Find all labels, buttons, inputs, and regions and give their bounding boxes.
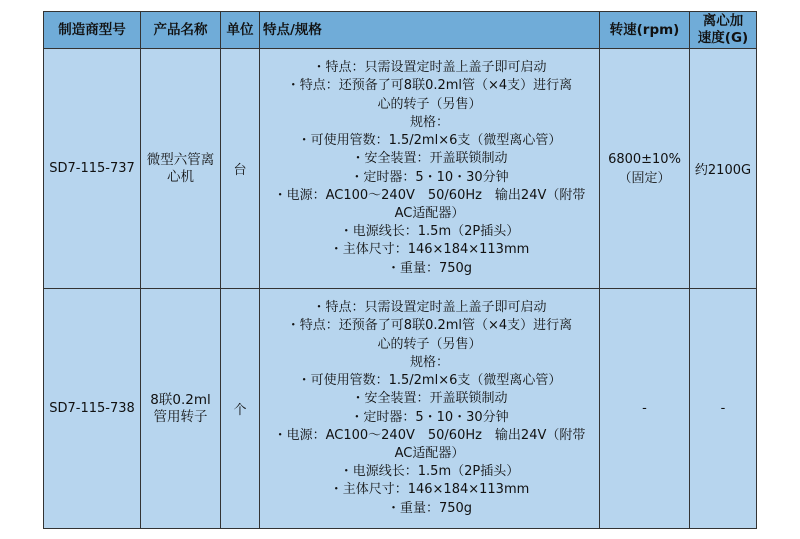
cell-name-line1: 8联0.2ml (150, 391, 211, 408)
header-accel-line1: 离心加 (702, 13, 744, 29)
cell-speed-line2: （固定） (618, 170, 671, 186)
feature-line: ・电源：AC100～240V 50/60Hz 输出24V（附带 (273, 187, 586, 203)
feature-line: 心的转子（另售） (377, 336, 482, 352)
table-row (44, 289, 757, 529)
feature-line: ・定时器：5・10・30分钟 (350, 409, 509, 425)
cell-unit: 个 (221, 289, 260, 529)
header-model: 制造商型号 (44, 12, 141, 49)
feature-line: ・重量：750g (386, 500, 473, 516)
feature-line: ・特点：还预备了可8联0.2ml管（×4支）进行离 (286, 78, 573, 94)
feature-line: ・安全装置：开盖联锁制动 (351, 391, 508, 407)
feature-line: ・重量：750g (386, 260, 473, 276)
feature-line: 规格： (409, 114, 449, 130)
table-row (44, 49, 757, 289)
feature-line: AC适配器） (394, 445, 465, 461)
feature-line: ・特点：还预备了可8联0.2ml管（×4支）进行离 (286, 318, 573, 334)
feature-line: ・定时器：5・10・30分钟 (350, 169, 509, 185)
feature-line: ・特点：只需设置定时盖上盖子即可启动 (312, 300, 547, 316)
feature-line: ・安全装置：开盖联锁制动 (351, 151, 508, 167)
cell-speed (600, 289, 690, 529)
feature-line: ・电源：AC100～240V 50/60Hz 输出24V（附带 (273, 427, 586, 443)
cell-speed-line1: 6800±10% (608, 151, 681, 167)
header-name: 产品名称 (141, 12, 221, 49)
feature-line: ・主体尺寸：146×184×113mm (329, 242, 530, 258)
feature-line: ・主体尺寸：146×184×113mm (329, 482, 530, 498)
product-spec-table (43, 11, 757, 529)
cell-features (260, 49, 600, 289)
header-speed: 转速(rpm) (600, 12, 690, 49)
feature-line: ・电源线长：1.5m（2P插头） (339, 224, 520, 240)
cell-name-line1: 微型六管离 (146, 151, 215, 168)
cell-model: SD7-115-737 (44, 49, 141, 289)
cell-speed (600, 49, 690, 289)
cell-name-line2: 心机 (167, 168, 194, 185)
cell-name (141, 49, 221, 289)
feature-line: ・可使用管数：1.5/2ml×6支（微型离心管） (297, 373, 562, 389)
header-row (44, 12, 757, 49)
cell-model: SD7-115-738 (44, 289, 141, 529)
cell-accel: - (690, 289, 757, 529)
header-accel (690, 12, 757, 49)
header-unit: 单位 (221, 12, 260, 49)
feature-line: AC适配器） (394, 205, 465, 221)
feature-line: ・特点：只需设置定时盖上盖子即可启动 (312, 60, 547, 76)
cell-speed-line1: - (642, 401, 647, 416)
header-features: 特点/规格 (260, 12, 600, 49)
cell-accel: 约2100G (690, 49, 757, 289)
feature-line: ・电源线长：1.5m（2P插头） (339, 464, 520, 480)
header-accel-line2: 速度(G) (697, 30, 749, 46)
feature-line: 规格： (409, 354, 449, 370)
feature-line: ・可使用管数：1.5/2ml×6支（微型离心管） (297, 133, 562, 149)
feature-line: 心的转子（另售） (377, 96, 482, 112)
cell-name (141, 289, 221, 529)
cell-unit: 台 (221, 49, 260, 289)
cell-name-line2: 管用转子 (153, 408, 208, 425)
cell-features (260, 289, 600, 529)
